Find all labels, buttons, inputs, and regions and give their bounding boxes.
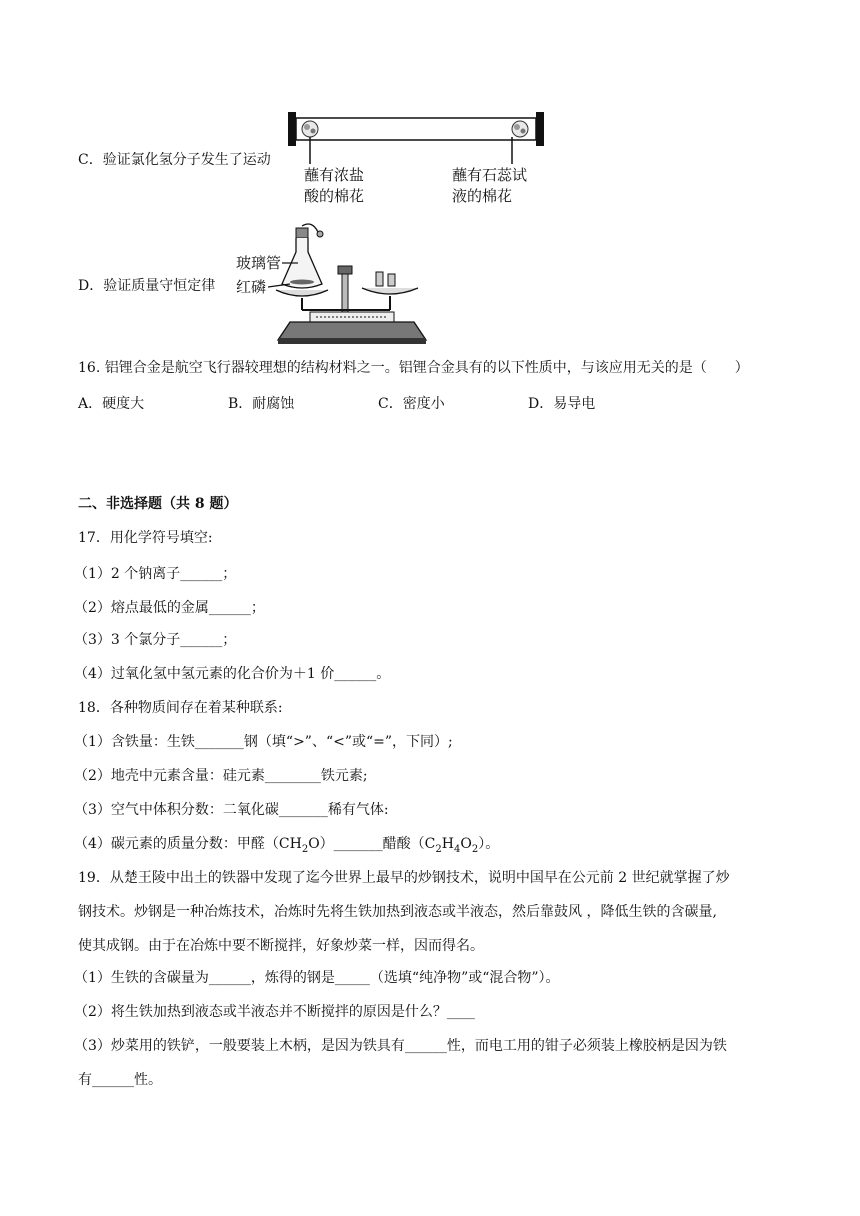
q19-stem-line-2: 钢技术。炒钢是一种冶炼技术，冶炼时先将生铁加热到液态或半液态，然后靠鼓风 ，降低生铁的含碳量, [78,904,717,920]
q19-item-2: （2）将生铁加热到液态或半液态并不断搅拌的原因是什么？____ [74,1004,475,1020]
left-cotton-icon [302,121,318,137]
q17-item-3: （3）3 个氯分子______； [74,632,237,648]
q19-stem-line-1: 19．从楚王陵中出土的铁器中发现了迄今世界上最早的炒钢技术，说明中国早在公元前 2 世纪就掌握了炒 [78,870,730,886]
q16-option-a: A．硬度大 [78,396,145,412]
label-red-phosphorus: 红磷 [236,278,267,296]
flask-icon [282,224,323,288]
q18-item-2: （2）地壳中元素含量：硅元素________铁元素; [74,768,368,784]
q17-item-1: （1）2 个钠离子______； [74,566,237,582]
q18-item-3: （3）空气中体积分数：二氧化碳_______稀有气体: [74,802,389,818]
q19-item-3-continued: 有______性。 [78,1072,162,1088]
q16-option-c: C．密度小 [378,396,445,412]
label-hcl-cotton-2: 酸的棉花 [304,187,365,205]
q18-stem: 18．各种物质间存在着某种联系: [78,700,283,716]
label-hcl-cotton-1: 蘸有浓盐 [304,166,365,184]
label-glass-tube: 玻璃管 [236,254,282,272]
glass-tube [296,118,536,140]
tube-left-stopper [288,112,296,146]
q19-item-3: （3）炒菜用的铁铲，一般要装上木柄，是因为铁具有______性，而电工用的钳子必须装上橡胶柄是因为铁 [74,1038,727,1054]
right-cotton-icon [512,121,528,137]
label-litmus-cotton-1: 蘸有石蕊试 [452,166,528,184]
q18-item-1: （1）含铁量：生铁_______钢（填“>”、“<”或“=”，下同）; [74,734,453,750]
q16-option-b: B．耐腐蚀 [228,396,295,412]
label-litmus-cotton-2: 液的棉花 [452,187,513,205]
section-heading: 二、非选择题（共 8 题） [78,496,238,512]
q17-item-2: （2）熔点最低的金属______； [74,600,265,616]
q17-item-4: （4）过氧化氢中氢元素的化合价为＋1 价______。 [74,666,391,682]
balance-figure [234,222,434,346]
option-c: C．验证氯化氢分子发生了运动 [78,152,271,168]
tube-right-stopper [536,112,544,146]
q19-stem-line-3: 使其成钢。由于在冶炼中要不断搅拌，好象炒菜一样，因而得名。 [78,938,484,954]
weights-icon [376,272,395,286]
q16-option-d: D．易导电 [528,396,596,412]
option-d: D．验证质量守恒定律 [78,278,216,294]
q19-item-1: （1）生铁的含碳量为______，炼得的钢是_____（选填“纯净物”或“混合物”）。 [74,970,560,986]
q16-stem: 16. 铝锂合金是航空飞行器较理想的结构材料之一。铝锂合金具有的以下性质中，与该应用无关的是（ ） [78,360,749,376]
q17-stem: 17．用化学符号填空: [78,530,213,546]
q18-item-4: （4）碳元素的质量分数：甲醛$(CH_2O)\_\_\_\_\_\_\_$醋酸$(C_2H_4O_2)$。 [74,836,500,855]
diffusion-tube-figure [284,110,554,210]
